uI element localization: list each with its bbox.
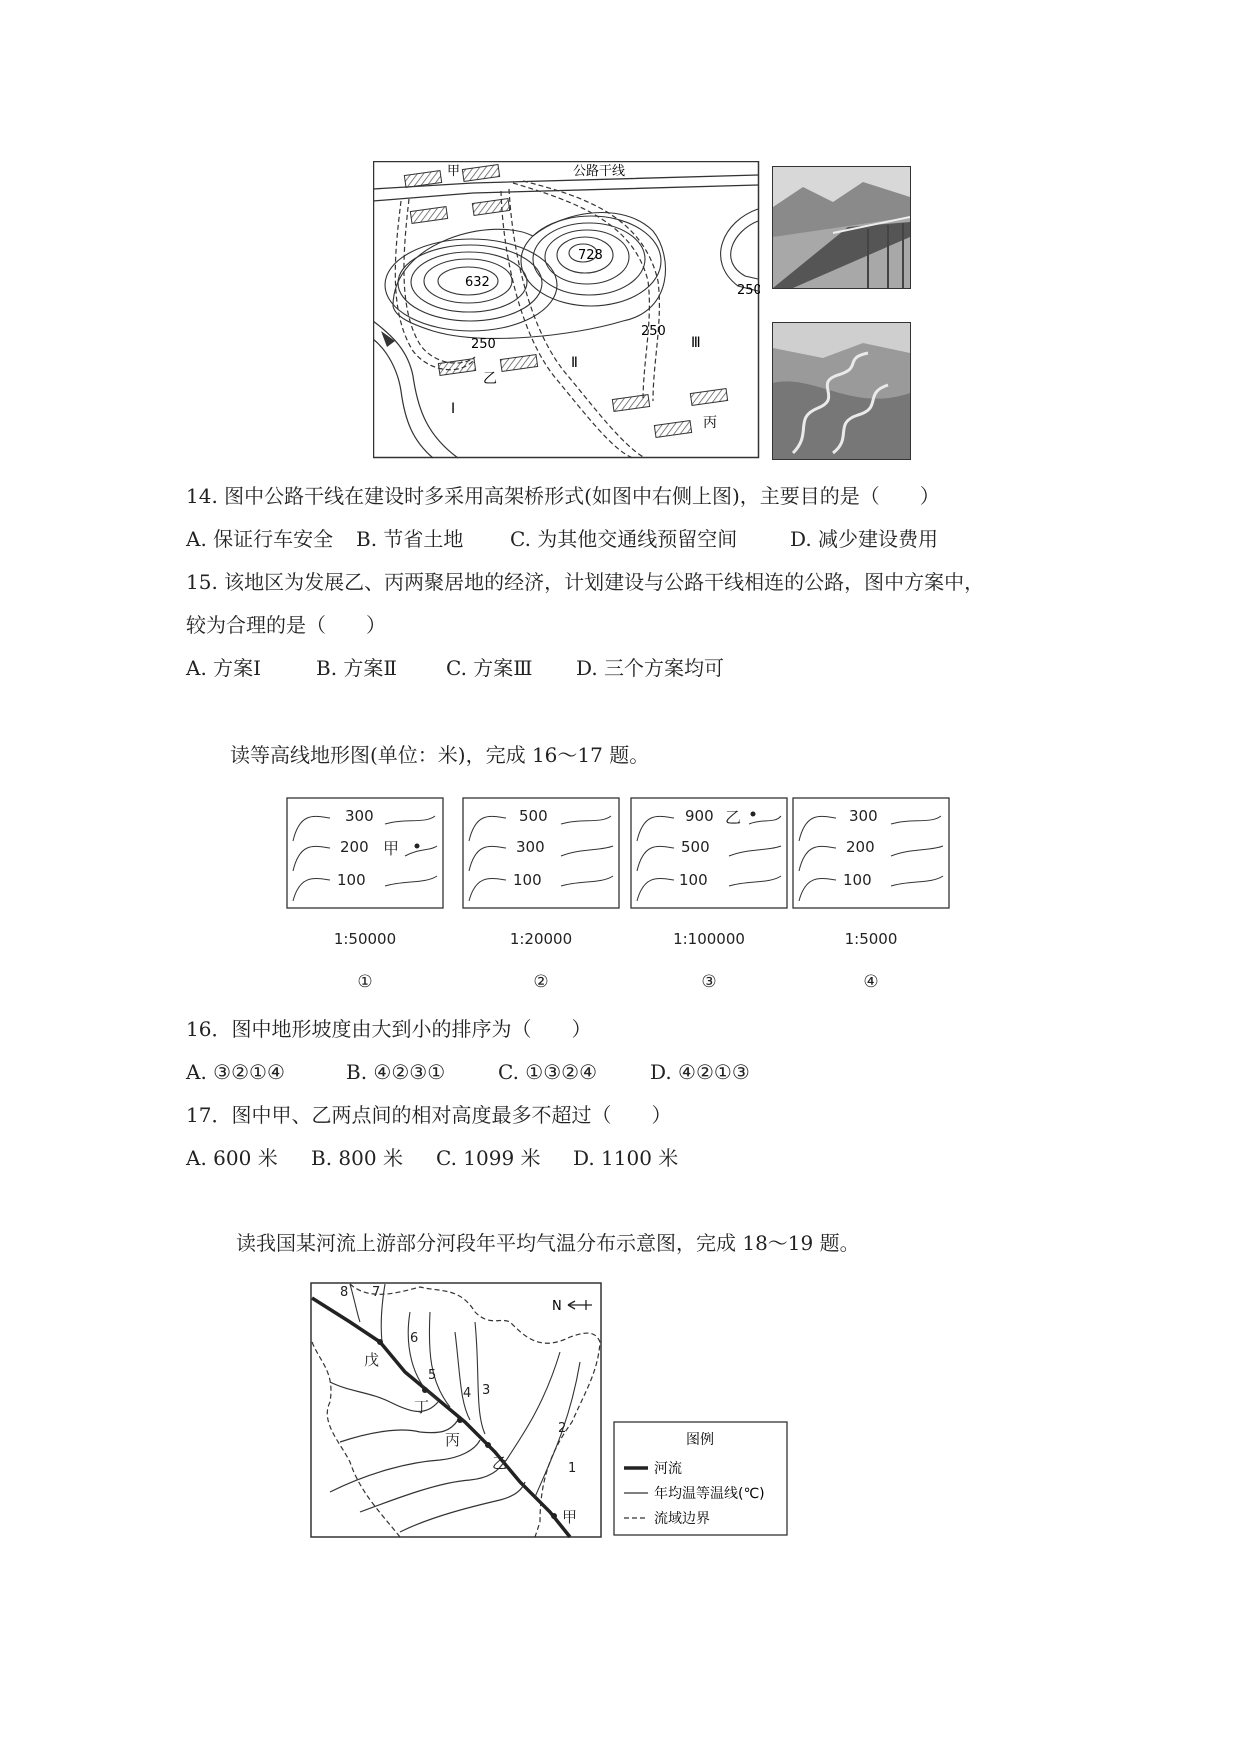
north-label: N <box>552 1299 562 1314</box>
label-yi: 乙 <box>483 371 497 387</box>
label-250-mid: 250 <box>641 324 666 339</box>
q14-option-a[interactable]: A. 保证行车安全 <box>186 527 334 551</box>
panel-4-contour-low: 100 <box>843 871 872 889</box>
panel-1-contour-mid: 200 <box>340 838 369 856</box>
panel-4-contour-mid: 200 <box>846 838 875 856</box>
photo-switchback-road <box>772 322 911 460</box>
label-highway: 公路干线 <box>573 164 626 179</box>
panel-3-scale: 1:100000 <box>673 930 745 948</box>
panel-1-contour-top: 300 <box>345 807 374 825</box>
place-bing: 丙 <box>445 1431 461 1449</box>
panel-2 <box>463 798 619 992</box>
q17-option-d[interactable]: D. 1100 米 <box>573 1146 679 1170</box>
panel-2-number: ② <box>533 972 549 992</box>
q15-options <box>186 654 724 682</box>
panel-3-contour-mid: 500 <box>681 838 710 856</box>
isotherm-7-top: 7 <box>372 1285 381 1300</box>
legend-river: 河流 <box>654 1461 682 1477</box>
label-728: 728 <box>578 248 603 263</box>
figure-river-isotherm-map <box>310 1282 790 1539</box>
panel-1 <box>287 798 443 992</box>
q14-option-b[interactable]: B. 节省土地 <box>356 527 464 551</box>
legend-boundary: 流域边界 <box>654 1511 710 1527</box>
panel-2-contour-top: 500 <box>519 807 548 825</box>
label-route-3: Ⅲ <box>691 335 701 351</box>
panel-4-number: ④ <box>863 972 879 992</box>
intro-18-19: 读我国某河流上游部分河段年平均气温分布示意图，完成 18～19 题。 <box>236 1231 860 1255</box>
q14-options <box>186 525 938 553</box>
contour-panels-svg <box>285 796 955 996</box>
label-route-1: Ⅰ <box>451 401 456 417</box>
q17-option-c[interactable]: C. 1099 米 <box>436 1146 541 1170</box>
label-250-left: 250 <box>471 337 496 352</box>
q15-stem-line2: 较为合理的是（ ） <box>186 613 386 637</box>
q16-option-b[interactable]: B. ④②③① <box>346 1060 446 1084</box>
isotherm-1: 1 <box>568 1461 577 1476</box>
panel-1-number: ① <box>357 972 373 992</box>
label-250-right: 250 <box>737 283 760 298</box>
isotherm-5: 5 <box>428 1368 437 1383</box>
q14-option-d[interactable]: D. 减少建设费用 <box>790 527 939 551</box>
panel-3 <box>631 798 787 992</box>
panel-3-contour-top: 900 <box>685 807 714 825</box>
q16-stem: 16．图中地形坡度由大到小的排序为（ ） <box>186 1017 592 1041</box>
figure-road-map <box>373 161 760 459</box>
label-jia: 甲 <box>447 164 461 179</box>
panel-1-scale: 1:50000 <box>333 930 397 948</box>
label-bing: 丙 <box>703 415 717 431</box>
label-632: 632 <box>465 275 490 290</box>
panel-3-contour-low: 100 <box>679 871 708 889</box>
intro-16-17: 读等高线地形图(单位：米)，完成 16～17 题。 <box>230 743 650 767</box>
isotherm-3: 3 <box>482 1383 491 1398</box>
place-yi: 乙 <box>492 1454 508 1472</box>
q15-stem-line1: 15. 该地区为发展乙、丙两聚居地的经济，计划建设与公路干线相连的公路，图中方案中， <box>186 570 985 594</box>
legend-title: 图例 <box>686 1432 714 1448</box>
place-wu: 戊 <box>364 1351 380 1369</box>
q16-options <box>186 1058 750 1086</box>
panel-2-contour-mid: 300 <box>516 838 545 856</box>
panel-1-point-jia: 甲 <box>383 839 400 858</box>
river-map-svg <box>310 1282 790 1539</box>
q16-option-a[interactable]: A. ③②①④ <box>186 1060 285 1084</box>
panel-3-number: ③ <box>701 972 717 992</box>
q17-stem: 17．图中甲、乙两点间的相对高度最多不超过（ ） <box>186 1103 672 1127</box>
isotherm-4: 4 <box>463 1386 472 1401</box>
q15-option-a[interactable]: A. 方案Ⅰ <box>186 656 262 680</box>
legend <box>614 1422 787 1535</box>
panel-4 <box>793 798 949 992</box>
panel-2-contour-low: 100 <box>513 871 542 889</box>
panel-3-point-yi: 乙 <box>725 808 742 827</box>
isotherm-2: 2 <box>558 1421 567 1436</box>
q17-options <box>186 1144 678 1172</box>
place-ding: 丁 <box>414 1398 430 1416</box>
q15-option-d[interactable]: D. 三个方案均可 <box>576 656 725 680</box>
q16-option-d[interactable]: D. ④②①③ <box>650 1060 750 1084</box>
isotherm-6: 6 <box>410 1331 419 1346</box>
q15-option-c[interactable]: C. 方案Ⅲ <box>446 656 533 680</box>
q16-option-c[interactable]: C. ①③②④ <box>498 1060 598 1084</box>
isotherm-8: 8 <box>340 1285 349 1300</box>
road-map-svg <box>373 161 760 459</box>
panel-4-scale: 1:5000 <box>844 930 898 948</box>
q17-option-b[interactable]: B. 800 米 <box>311 1146 403 1170</box>
figure-contour-panels <box>285 796 955 996</box>
legend-isotherm: 年均温等温线(℃) <box>654 1486 765 1502</box>
q15-option-b[interactable]: B. 方案Ⅱ <box>316 656 398 680</box>
place-jia: 甲 <box>562 1508 578 1526</box>
q14-stem: 14. 图中公路干线在建设时多采用高架桥形式(如图中右侧上图)，主要目的是（ ） <box>186 484 940 508</box>
panel-1-contour-low: 100 <box>337 871 366 889</box>
label-route-2: Ⅱ <box>571 355 578 371</box>
q14-option-c[interactable]: C. 为其他交通线预留空间 <box>510 527 738 551</box>
photo-viaduct <box>772 166 911 289</box>
panel-4-contour-top: 300 <box>849 807 878 825</box>
panel-2-scale: 1:20000 <box>509 930 573 948</box>
q17-option-a[interactable]: A. 600 米 <box>186 1146 278 1170</box>
